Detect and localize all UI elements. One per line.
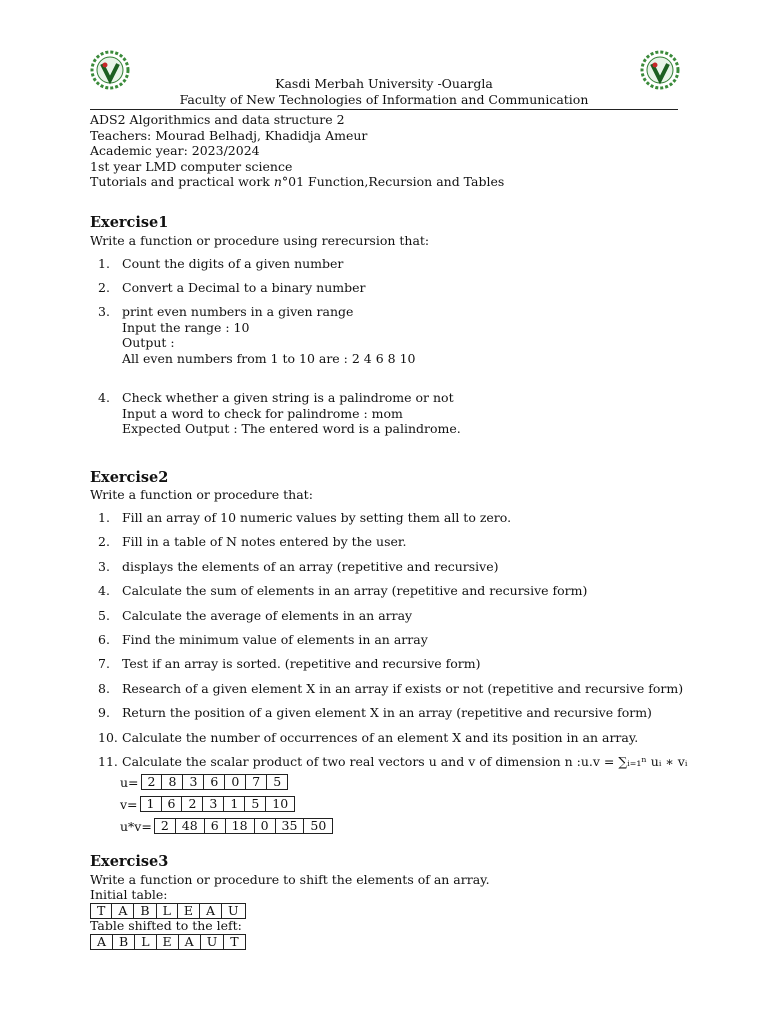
university-name: Kasdi Merbah University -Ouargla [275, 76, 493, 91]
item-line: Input a word to check for palindrome : mom [122, 405, 403, 421]
vector-u-cell: 0 [225, 775, 246, 789]
initial-table-cell: B [134, 904, 156, 918]
faculty-name: Faculty of New Technologies of Information and Communication [179, 92, 589, 107]
item-text: Research of a given element X in an array if exists or not (repetitive and recursive form) [122, 680, 684, 696]
shifted-table-cells [90, 934, 246, 950]
exercise2-item [98, 558, 499, 575]
shifted-table-cell: B [113, 935, 135, 949]
item-body [122, 304, 415, 366]
item-number: 5. [98, 607, 110, 623]
vector-uv-label: u*v= [120, 818, 152, 834]
exercise3-title: Exercise3 [90, 853, 169, 870]
vector-uv-cell: 48 [176, 819, 205, 833]
vector-uv-cells [154, 818, 333, 834]
level: 1st year LMD computer science [90, 158, 293, 174]
item-body [122, 390, 461, 437]
initial-table-cell: E [178, 904, 200, 918]
vector-uv [120, 818, 333, 834]
initial-table [90, 903, 246, 919]
shifted-table-cell: A [91, 935, 113, 949]
item-number: 11. [98, 754, 118, 769]
vector-uv-cell: 35 [276, 819, 305, 833]
item-number: 1. [98, 256, 110, 271]
vector-v-cell: 3 [203, 797, 224, 811]
teachers: Teachers: Mourad Belhadj, Khadidja Ameur [90, 127, 368, 143]
item-number: 1. [98, 510, 110, 525]
exercise1-intro: Write a function or procedure using rerecursion that: [90, 233, 430, 248]
vector-u-cell: 2 [142, 775, 163, 789]
vector-uv-cell: 0 [255, 819, 276, 833]
vector-v-cell: 6 [162, 797, 183, 811]
exercise2-item [98, 680, 684, 697]
initial-table-cell: L [157, 904, 178, 918]
shifted-table-cell: L [135, 935, 156, 949]
exercise2-item [98, 754, 688, 770]
item-number: 9. [98, 705, 110, 721]
initial-table-cell: A [112, 904, 134, 918]
item-line: Input the range : 10 [122, 319, 250, 335]
item-number: 2. [98, 534, 110, 550]
initial-table-label: Initial table: [90, 887, 168, 902]
item-text: Test if an array is sorted. (repetitive and recursive form) [122, 656, 481, 672]
item-text: Fill an array of 10 numeric values by setting them all to zero. [122, 510, 512, 525]
item-number: 8. [98, 680, 110, 696]
item-line: Convert a Decimal to a binary number [122, 280, 366, 295]
vector-v-cell: 1 [224, 797, 245, 811]
vector-u-cell: 5 [273, 774, 282, 789]
initial-table-cell: U [228, 903, 239, 918]
vector-v-label: v= [120, 796, 138, 812]
item-text: Return the position of a given element X in an array (repetitive and recursive form) [122, 705, 652, 721]
vector-u-cell: 6 [204, 775, 225, 789]
course-info [90, 112, 504, 190]
vector-v [120, 796, 295, 812]
vector-uv-cell: 50 [310, 818, 327, 833]
item-number: 6. [98, 632, 110, 647]
initial-table-cell: A [200, 904, 222, 918]
item-number: 3. [98, 558, 110, 574]
vector-v-cell: 1 [141, 797, 162, 811]
item-number: 7. [98, 656, 110, 672]
vector-u-cell: 3 [183, 775, 204, 789]
academic-year: Academic year: 2023/2024 [90, 143, 260, 158]
shifted-table-label: Table shifted to the left: [90, 918, 242, 933]
item-line: All even numbers from 1 to 10 are : 2 4 6 8 10 [122, 350, 416, 366]
exercise1-item [98, 256, 344, 272]
vector-u [120, 774, 288, 790]
document-header [90, 76, 678, 108]
exercise2-item [98, 510, 512, 526]
item-line: Output : [122, 335, 175, 350]
vector-u-cells [141, 774, 289, 790]
vector-v-cell: 5 [245, 797, 266, 811]
item-text: Find the minimum value of elements in an array [122, 632, 428, 647]
exercise2-item [98, 583, 588, 599]
initial-table-cell: T [91, 904, 112, 918]
item-text: Calculate the number of occurrences of an element X and its position in an array. [122, 729, 639, 745]
vector-v-cells [140, 796, 296, 812]
exercise2-item [98, 632, 428, 648]
exercise2-intro: Write a function or procedure that: [90, 487, 313, 502]
exercise1-title: Exercise1 [90, 214, 169, 231]
item-body [122, 256, 343, 272]
vector-u-label: u= [120, 774, 139, 790]
item-text: Calculate the scalar product of two real vectors u and v of dimension n :u.v = ∑ᵢ₌₁ⁿ uᵢ ∗ vᵢ [122, 754, 688, 769]
item-number: 2. [98, 280, 110, 295]
exercise2-item [98, 534, 407, 550]
item-text: Fill in a table of N notes entered by the user. [122, 534, 407, 550]
vector-uv-cell: 6 [205, 819, 226, 833]
exercise1-item [98, 280, 366, 296]
shifted-table-cell: E [157, 935, 179, 949]
shifted-table-cell: A [179, 935, 201, 949]
item-line: Count the digits of a given number [122, 256, 344, 271]
vector-u-cell: 8 [162, 775, 183, 789]
item-number: 4. [98, 583, 110, 599]
exercise1-item [98, 304, 416, 366]
item-number: 4. [98, 390, 110, 405]
exercise2-item [98, 729, 639, 746]
shifted-table [90, 934, 246, 950]
exercise2-item [98, 705, 652, 721]
initial-table-cells [90, 903, 246, 919]
vector-v-cell: 2 [182, 797, 203, 811]
exercise3-intro: Write a function or procedure to shift the elements of an array. [90, 872, 490, 887]
exercise1-item [98, 390, 461, 436]
exercise2-item [98, 656, 481, 672]
item-line: Expected Output : The entered word is a palindrome. [122, 421, 461, 436]
shifted-table-cell: U [201, 935, 225, 949]
course-name: ADS2 Algorithmics and data structure 2 [90, 112, 345, 127]
work-title: Tutorials and practical work n°01 Function,Recursion and Tables [90, 174, 505, 189]
item-line: print even numbers in a given range [122, 304, 354, 319]
vector-uv-cell: 18 [226, 819, 255, 833]
item-line: Check whether a given string is a palindrome or not [122, 390, 454, 405]
header-rule [90, 109, 678, 110]
item-number: 3. [98, 304, 110, 319]
vector-uv-cell: 2 [155, 819, 176, 833]
vector-u-cell: 7 [246, 775, 267, 789]
item-text: Calculate the average of elements in an array [122, 607, 413, 623]
item-body [122, 280, 365, 296]
exercise2-item [98, 607, 413, 624]
item-number: 10. [98, 729, 118, 745]
exercise2-title: Exercise2 [90, 469, 169, 486]
item-text: displays the elements of an array (repetitive and recursive) [122, 558, 499, 574]
item-text: Calculate the sum of elements in an array (repetitive and recursive form) [122, 583, 588, 599]
shifted-table-cell: T [230, 934, 239, 949]
vector-v-cell: 10 [272, 796, 289, 811]
